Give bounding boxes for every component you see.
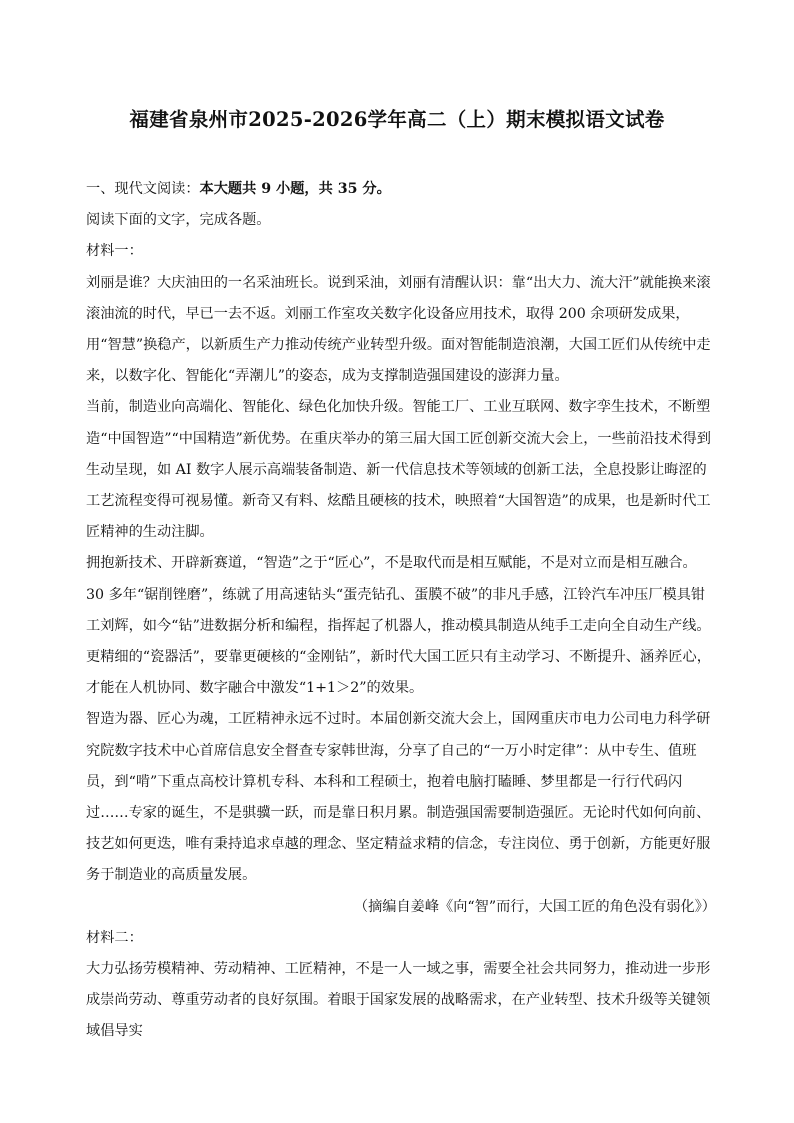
document-body: [86, 174, 716, 1048]
material-1-paragraph: 刘丽是谁？大庆油田的一名采油班长。说到采油，刘丽有清醒认识：靠“出大力、流大汗”就能换来滚滚油流的时代，早已一去不返。刘丽工作室攻关数字化设备应用技术，取得 200 余项研发成果，用“智慧”换稳产，以新质生产力推动传统产业转型升级。面对智能制造浪潮，大国工匠们从传统中走来，以数字化、智能化“弄潮儿”的姿态，成为支撑制造强国建设的澎湃力量。: [86, 274, 711, 385]
section-rule: 本大题共 9 小题，共 35 分。: [199, 181, 391, 197]
material-2-label: 材料二：: [86, 929, 143, 946]
material-1-paragraph: 拥抱新技术、开辟新赛道，“智造”之于“匠心”，不是取代而是相互赋能，不是对立而是相互融合。 30 多年“锯削锉磨”，练就了用高速钻头“蛋壳钻孔、蛋膜不破”的非凡手感，江铃汽车冲压厂模具钳工刘辉，如今“钻”进数据分析和编程，指挥起了机器人，推动模具制造从纯手工走向全自动生产线。更精细的“瓷器活”，要靠更硬核的“金刚钻”，新时代大国工匠只有主动学习、不断提升、涵养匠心，才能在人机协同、数字融合中激发“1+1＞2”的效果。: [86, 555, 711, 697]
material-1-paragraph: 智造为器、匠心为魂，工匠精神永远不过时。本届创新交流大会上，国网重庆市电力公司电力科学研究院数字技术中心首席信息安全督查专家韩世海，分享了自己的“一万小时定律”：从中专生、值班员，到“啃”下重点高校计算机专科、本科和工程硕士，抱着电脑打瞌睡、梦里都是一行行代码闪过……专家的诞生，不是骐骥一跃，而是靠日积月累。制造强国需要制造强匠。无论时代如何向前、技艺如何更迭，唯有秉持追求卓越的理念、坚定精益求精的信念，专注岗位、勇于创新，方能更好服务于制造业的高质量发展。: [86, 711, 711, 884]
section-prefix: 一、现代文阅读：: [86, 181, 200, 197]
instruction-text: 阅读下面的文字，完成各题。: [86, 212, 271, 229]
section-heading: [86, 174, 716, 205]
material-2-paragraph: 大力弘扬劳模精神、劳动精神、工匠精神，不是一人一域之事，需要全社会共同努力，推动进一步形成崇尚劳动、尊重劳动者的良好氛围。着眼于国家发展的战略需求，在产业转型、技术升级等关键领域倡导实: [86, 961, 711, 1040]
material-1-label: 材料一：: [86, 243, 143, 260]
material-1-paragraph: 当前，制造业向高端化、智能化、绿色化加快升级。智能工厂、工业互联网、数字孪生技术，不断塑造“中国智造”“中国精造”新优势。在重庆举办的第三届大国工匠创新交流大会上，一些前沿技术得到生动呈现，如 AI 数字人展示高端装备制造、新一代信息技术等领域的创新工法，全息投影让晦涩的工艺流程变得可视易懂。新奇又有料、炫酷且硬核的技术，映照着“大国智造”的成果，也是新时代工匠精神的生动注脚。: [86, 399, 711, 541]
page-title: 福建省泉州市2025-2026学年高二（上）期末模拟语文试卷: [129, 108, 665, 131]
material-1-source: （摘编自姜峰《向“智”而行，大国工匠的角色没有弱化》）: [353, 898, 716, 915]
